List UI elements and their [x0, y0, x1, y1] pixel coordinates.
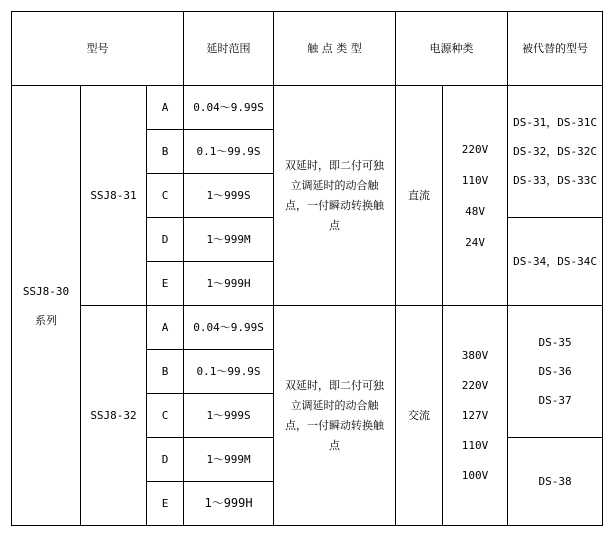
- row-code: E: [147, 262, 184, 306]
- row-range: 1～999M: [184, 438, 274, 482]
- row-code: D: [147, 218, 184, 262]
- row-range: 1～999H: [184, 262, 274, 306]
- replaced-model: DS-32，DS-32C: [513, 145, 597, 158]
- group-model-2: SSJ8-32: [81, 306, 147, 526]
- power-type-1: 直流: [396, 86, 443, 306]
- voltage-value: 380V: [461, 348, 489, 362]
- row-code: D: [147, 438, 184, 482]
- voltage-list-1: [443, 86, 508, 306]
- row-range: 0.04～9.99S: [184, 306, 274, 350]
- group-model-1: SSJ8-31: [81, 86, 147, 306]
- row-range: 0.04～9.99S: [184, 86, 274, 130]
- row-range: 1～999S: [184, 394, 274, 438]
- voltage-value: 110V: [461, 438, 489, 452]
- row-code: E: [147, 482, 184, 526]
- row-code: C: [147, 174, 184, 218]
- row-code: C: [147, 394, 184, 438]
- voltage-value: 220V: [461, 142, 489, 156]
- replaced-models-1a: [508, 86, 603, 218]
- voltage-value: 48V: [465, 204, 485, 218]
- replaced-model: DS-35: [538, 336, 572, 349]
- header-delay-range: 延时范围: [184, 12, 274, 86]
- voltage-value: 100V: [461, 468, 489, 482]
- replaced-model: DS-37: [538, 394, 572, 407]
- row-code: A: [147, 86, 184, 130]
- voltage-value: 127V: [461, 408, 489, 422]
- series-suffix: 系列: [35, 313, 57, 327]
- spec-table: [11, 11, 603, 526]
- header-power-type: 电源种类: [396, 12, 508, 86]
- replaced-models-1b: [508, 218, 603, 306]
- row-range: 0.1～99.9S: [184, 130, 274, 174]
- replaced-model: DS-38: [538, 475, 572, 488]
- replaced-model: DS-36: [538, 365, 572, 378]
- voltage-value: 24V: [465, 235, 485, 249]
- replaced-model: DS-33，DS-33C: [513, 174, 597, 187]
- header-model: 型号: [12, 12, 184, 86]
- row-range: 1～999M: [184, 218, 274, 262]
- voltage-value: 110V: [461, 173, 489, 187]
- replaced-model: DS-31，DS-31C: [513, 116, 597, 129]
- replaced-model: DS-34，DS-34C: [513, 255, 597, 268]
- voltage-value: 220V: [461, 378, 489, 392]
- series-name: SSJ8-30: [22, 284, 70, 298]
- row-range: 1～999S: [184, 174, 274, 218]
- replaced-models-2a: [508, 306, 603, 438]
- row-range: 0.1～99.9S: [184, 350, 274, 394]
- row-code: B: [147, 350, 184, 394]
- voltage-list-2: [443, 306, 508, 526]
- header-contact-type: 触 点 类 型: [274, 12, 396, 86]
- contact-description-2: 双延时，即二付可独立调延时的动合触点，一付瞬动转换触点: [274, 306, 396, 526]
- replaced-models-2b: [508, 438, 603, 526]
- row-code: B: [147, 130, 184, 174]
- header-replaced-model: 被代替的型号: [508, 12, 603, 86]
- series-cell: [12, 86, 81, 526]
- row-range: 1～999H: [184, 482, 274, 526]
- power-type-2: 交流: [396, 306, 443, 526]
- contact-description-1: 双延时，即二付可独立调延时的动合触点，一付瞬动转换触点: [274, 86, 396, 306]
- row-code: A: [147, 306, 184, 350]
